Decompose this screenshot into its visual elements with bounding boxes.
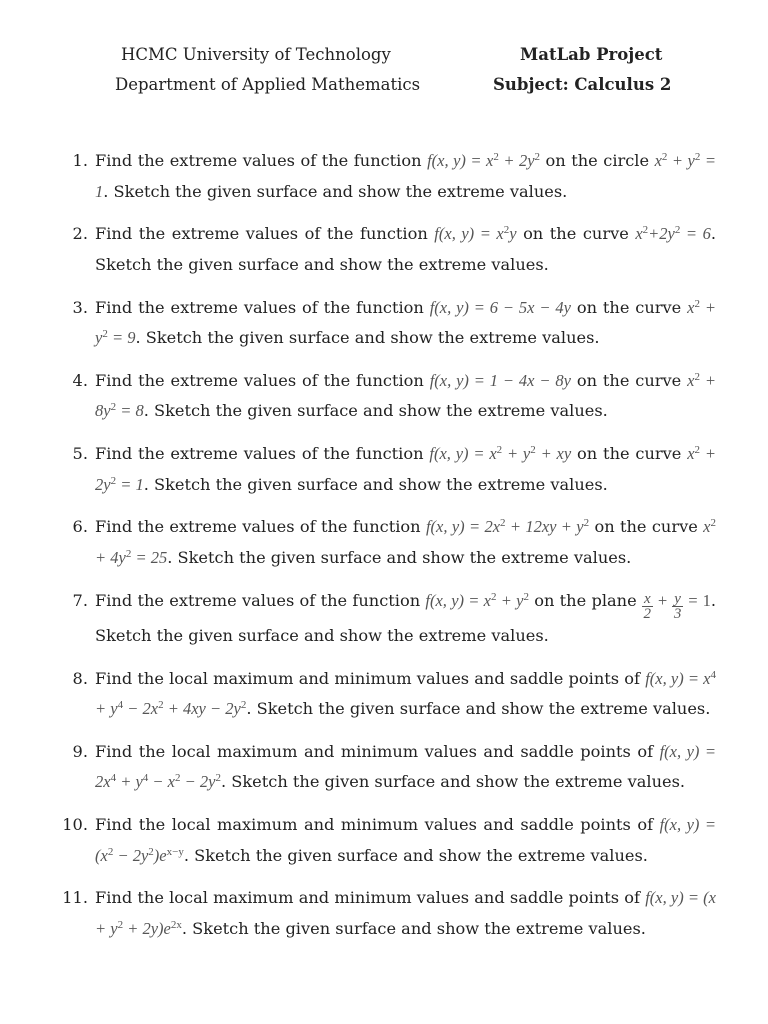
- formula: $x^2 + y^2 = 9$: [95, 297, 716, 348]
- problem-text: Find the extreme values of the function: [95, 370, 430, 390]
- formula: f(x, $y) = x^4 + y^4 - 2x^2 + 4xy - 2y^2$: [95, 668, 717, 719]
- problem-number: 7.: [72, 590, 88, 610]
- problem-text: . Sketch the given surface and show the extreme values.: [246, 699, 711, 719]
- problem-number: 10.: [62, 815, 88, 835]
- formula: f(x, y) = 1 − 4x − 8y: [429, 370, 571, 390]
- problem-number: 11.: [62, 888, 88, 908]
- problem-text: Find the extreme values of the function: [95, 224, 435, 244]
- problem-text: on the curve: [516, 224, 636, 244]
- problem-text: Find the local maximum and minimum values and saddle points of: [95, 668, 646, 688]
- problem-item: [60, 219, 716, 280]
- problem-number: 4.: [72, 370, 88, 390]
- project-title: MatLab Project: [520, 45, 663, 64]
- formula: f(x, $y) = x^2 + y^2$: [425, 590, 529, 610]
- problem-text: on the plane: [528, 590, 642, 610]
- problem-item: [60, 586, 716, 652]
- problem-number: 5.: [72, 444, 88, 464]
- problem-item: [60, 883, 716, 944]
- problem-text: Find the local maximum and minimum values and saddle points of: [95, 888, 646, 908]
- problem-text: . Sketch the given surface and show the extreme values.: [95, 590, 716, 645]
- problem-text: on the curve: [570, 297, 688, 317]
- problem-item: [60, 512, 716, 573]
- formula: $x^2+2y^2 = 6$: [635, 224, 711, 244]
- formula: $\frac{x}{2}$ + $\frac{y}{3}$ = 1: [643, 590, 711, 622]
- problem-item: [60, 439, 716, 500]
- problem-text: . Sketch the given surface and show the extreme values.: [95, 224, 716, 274]
- problem-text: Find the extreme values of the function: [95, 517, 426, 537]
- university-name: HCMC University of Technology: [121, 45, 391, 64]
- formula: f(x, $y) = 2x^4 + y^4 - x^2 - 2y^2$: [95, 741, 716, 792]
- problem-number: 1.: [72, 151, 88, 170]
- problem-text: . Sketch the given surface and show the extreme values.: [143, 474, 608, 494]
- problem-list: [60, 146, 716, 957]
- formula: f(x, $y) = x^2 + 2y^2$: [427, 151, 541, 170]
- problem-item: [60, 810, 716, 871]
- problem-number: 9.: [72, 741, 88, 761]
- problem-text: . Sketch the given surface and show the extreme values.: [183, 845, 648, 865]
- problem-item: [60, 146, 716, 207]
- problem-item: [60, 366, 716, 427]
- problem-text: on the circle: [540, 151, 655, 170]
- formula: $x^2 + y^2 = 1$: [95, 151, 717, 201]
- problem-text: on the curve: [589, 517, 704, 537]
- problem-item: [60, 293, 716, 354]
- problem-item: [60, 664, 716, 725]
- problem-text: Find the local maximum and minimum values and saddle points of: [95, 815, 660, 835]
- problem-text: . Sketch the given surface and show the extreme values.: [103, 181, 568, 201]
- department-name: Department of Applied Mathematics: [115, 75, 421, 94]
- formula: f(x, $y) = x^2y$: [434, 224, 517, 244]
- problem-text: Find the extreme values of the function: [95, 444, 430, 464]
- problem-number: 2.: [72, 224, 88, 244]
- problem-text: Find the extreme values of the function: [95, 590, 426, 610]
- problem-text: Find the extreme values of the function: [95, 151, 428, 170]
- problem-text: Find the local maximum and minimum values and saddle points of: [95, 741, 660, 761]
- problem-number: 3.: [72, 297, 88, 317]
- problem-text: on the curve: [570, 370, 688, 390]
- problem-number: 6.: [72, 517, 88, 537]
- problem-text: . Sketch the given surface and show the extreme values.: [167, 547, 632, 567]
- formula: $x^2 + 4y^2 = 25$: [95, 517, 716, 567]
- problem-text: on the curve: [571, 444, 688, 464]
- formula: $x^2 + 8y^2 = 8$: [95, 370, 716, 421]
- problem-text: . Sketch the given surface and show the extreme values.: [220, 772, 686, 792]
- formula: f(x, $y) = x^2 + y^2$ + xy: [429, 444, 572, 464]
- formula: $x^2 + 2y^2 = 1$: [95, 444, 717, 494]
- problem-text: Find the extreme values of the function: [95, 297, 430, 317]
- formula: f(x, y) = 6 − 5x − 4y: [429, 297, 571, 317]
- problem-text: . Sketch the given surface and show the extreme values.: [181, 918, 646, 938]
- subject-title: Subject: Calculus 2: [493, 75, 672, 94]
- problem-text: . Sketch the given surface and show the extreme values.: [135, 328, 600, 348]
- problem-text: . Sketch the given surface and show the extreme values.: [143, 401, 608, 421]
- formula: f(x, $y) = (x^2 - 2y^2)e^{x-y}$: [95, 815, 716, 865]
- problem-number: 8.: [72, 668, 88, 688]
- problem-item: [60, 737, 716, 798]
- formula: f(x, $y) = 2x^2 + 12xy + y^2$: [425, 517, 590, 537]
- formula: f(x, $y) = (x + y^2 + 2y)e^{2x}$: [95, 888, 716, 938]
